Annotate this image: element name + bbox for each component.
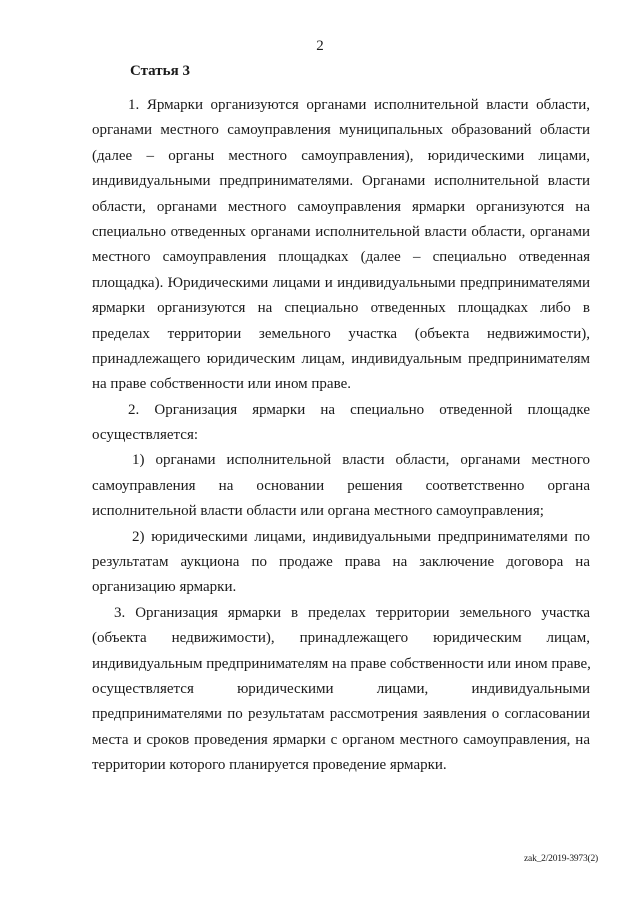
text-line: предпринимателями по результатам рассмотрения заявления о согласовании — [92, 706, 590, 723]
text-line: 3. Организация ярмарки в пределах территории земельного участка — [114, 604, 590, 621]
text-line: органами местного самоуправления муниципальных образований области — [92, 122, 590, 139]
text-line: 2. Организация ярмарки на специально отведенной площадке — [128, 401, 590, 418]
article-heading: Статья 3 — [130, 63, 190, 79]
page-number: 2 — [316, 38, 324, 54]
text-line: осуществляется юридическими лицами, индивидуальными — [92, 680, 590, 697]
text-line: 1) органами исполнительной власти области, органами местного — [132, 452, 590, 469]
text-line: области, органами местного самоуправления ярмарки организуются на — [92, 198, 590, 215]
text-line: индивидуальными предпринимателями. Органами исполнительной власти — [92, 173, 590, 190]
text-line: самоуправления на основании решения соответственно органа — [92, 477, 590, 494]
text-line: на праве собственности или ином праве. — [92, 376, 351, 393]
subitem-1 — [92, 448, 590, 524]
text-line: 1. Ярмарки организуются органами исполнительной власти области, — [128, 97, 590, 113]
text-line: осуществляется: — [92, 427, 199, 444]
text-line: принадлежащего юридическим лицам, индивидуальным предпринимателям — [92, 350, 590, 367]
text-line: исполнительной власти области или органа местного самоуправления; — [92, 503, 544, 520]
text-line: ярмарки организуются на специально отведенных площадках либо в — [92, 300, 590, 317]
text-line: территории которого планируется проведение ярмарки. — [92, 757, 447, 774]
text-line: пределах территории земельного участка (объекта недвижимости), — [92, 325, 590, 342]
document-code: zak_2/2019-3973(2) — [524, 854, 598, 864]
article-body — [92, 93, 590, 779]
text-line: специально отведенных органами исполнительной власти области, органами — [92, 223, 590, 240]
text-line: (объекта недвижимости), принадлежащего юридическим лицам, — [92, 630, 590, 647]
text-line: площадка). Юридическими лицами и индивидуальными предпринимателями — [92, 274, 590, 291]
text-line: 2) юридическими лицами, индивидуальными предпринимателями по — [132, 528, 590, 545]
paragraph-3 — [92, 601, 590, 779]
text-line: результатам аукциона по продаже права на заключение договора на — [92, 554, 590, 571]
text-line: организацию ярмарки. — [92, 579, 237, 596]
subitem-2 — [92, 525, 590, 601]
text-line: индивидуальным предпринимателям на праве собственности или ином праве, — [92, 655, 591, 672]
paragraph-2 — [92, 398, 590, 449]
text-line: местного самоуправления площадках (далее – специально отведенная — [92, 249, 590, 266]
paragraph-1 — [92, 93, 590, 398]
text-line: (далее – органы местного самоуправления), юридическими лицами, — [92, 147, 590, 164]
text-line: места и сроков проведения ярмарки с органом местного самоуправления, на — [92, 731, 590, 748]
